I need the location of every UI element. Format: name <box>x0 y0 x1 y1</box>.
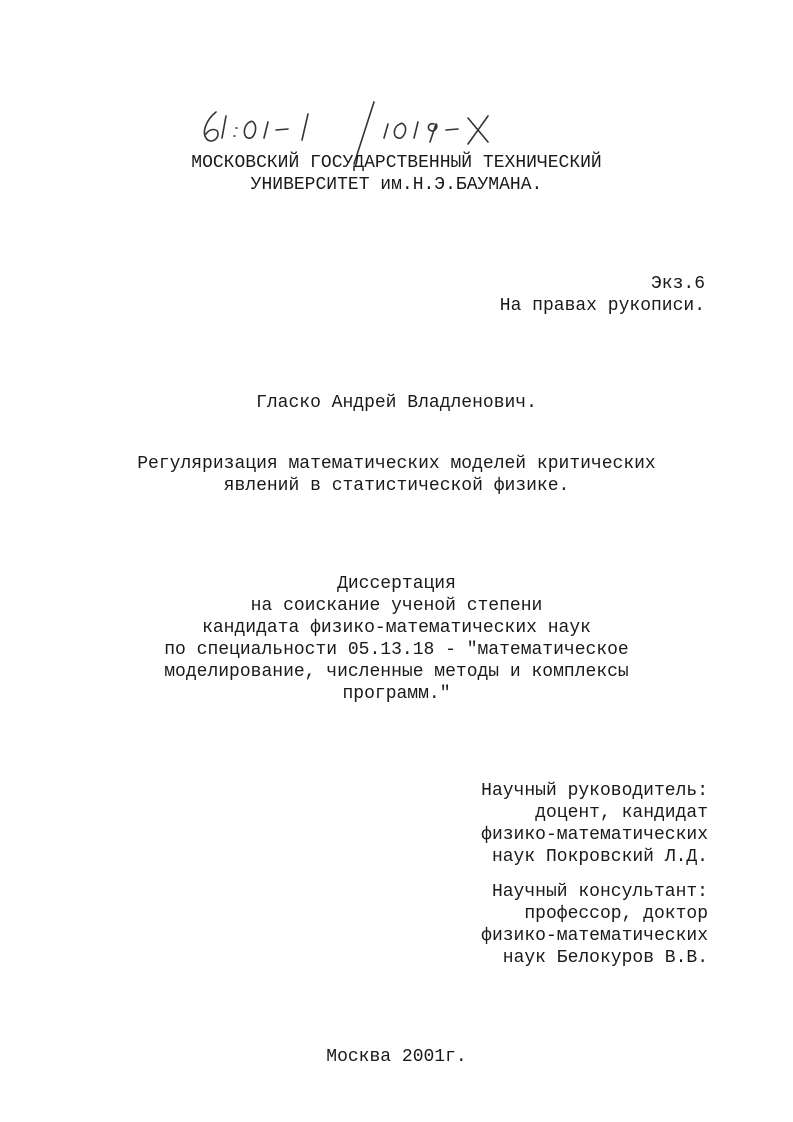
thesis-specialty-line-1: по специальности 05.13.18 - "математическое <box>164 640 629 660</box>
thesis-type: Диссертация <box>337 574 456 594</box>
thesis-specialty-line-3: программ." <box>342 684 451 704</box>
copy-number: Экз.6 <box>650 274 705 294</box>
author-name: Гласко Андрей Владленович. <box>256 393 537 413</box>
consultant-field: физико-математических <box>481 926 708 946</box>
city-year: Москва 2001г. <box>326 1047 467 1067</box>
consultant-name: наук Белокуров В.В. <box>502 948 708 968</box>
consultant-title: профессор, доктор <box>524 904 708 924</box>
supervisor-name: наук Покровский Л.Д. <box>491 847 708 867</box>
supervisor-heading: Научный руководитель: <box>481 781 708 801</box>
thesis-title-line-2: явлений в статистической физике. <box>223 476 570 496</box>
supervisor-field: физико-математических <box>481 825 708 845</box>
manuscript-rights: На правах рукописи. <box>499 296 705 316</box>
university-line-2: УНИВЕРСИТЕТ им.Н.Э.БАУМАНА. <box>250 175 543 195</box>
consultant-heading: Научный консультант: <box>491 882 708 902</box>
thesis-degree-line-1: на соискание ученой степени <box>250 596 543 616</box>
thesis-title-line-1: Регуляризация математических моделей критических <box>137 454 656 474</box>
thesis-degree-line-2: кандидата физико-математических наук <box>202 618 591 638</box>
thesis-specialty-line-2: моделирование, численные методы и комплексы <box>164 662 629 682</box>
supervisor-title: доцент, кандидат <box>535 803 708 823</box>
university-line-1: МОСКОВСКИЙ ГОСУДАРСТВЕННЫЙ ТЕХНИЧЕСКИЙ <box>191 153 602 173</box>
